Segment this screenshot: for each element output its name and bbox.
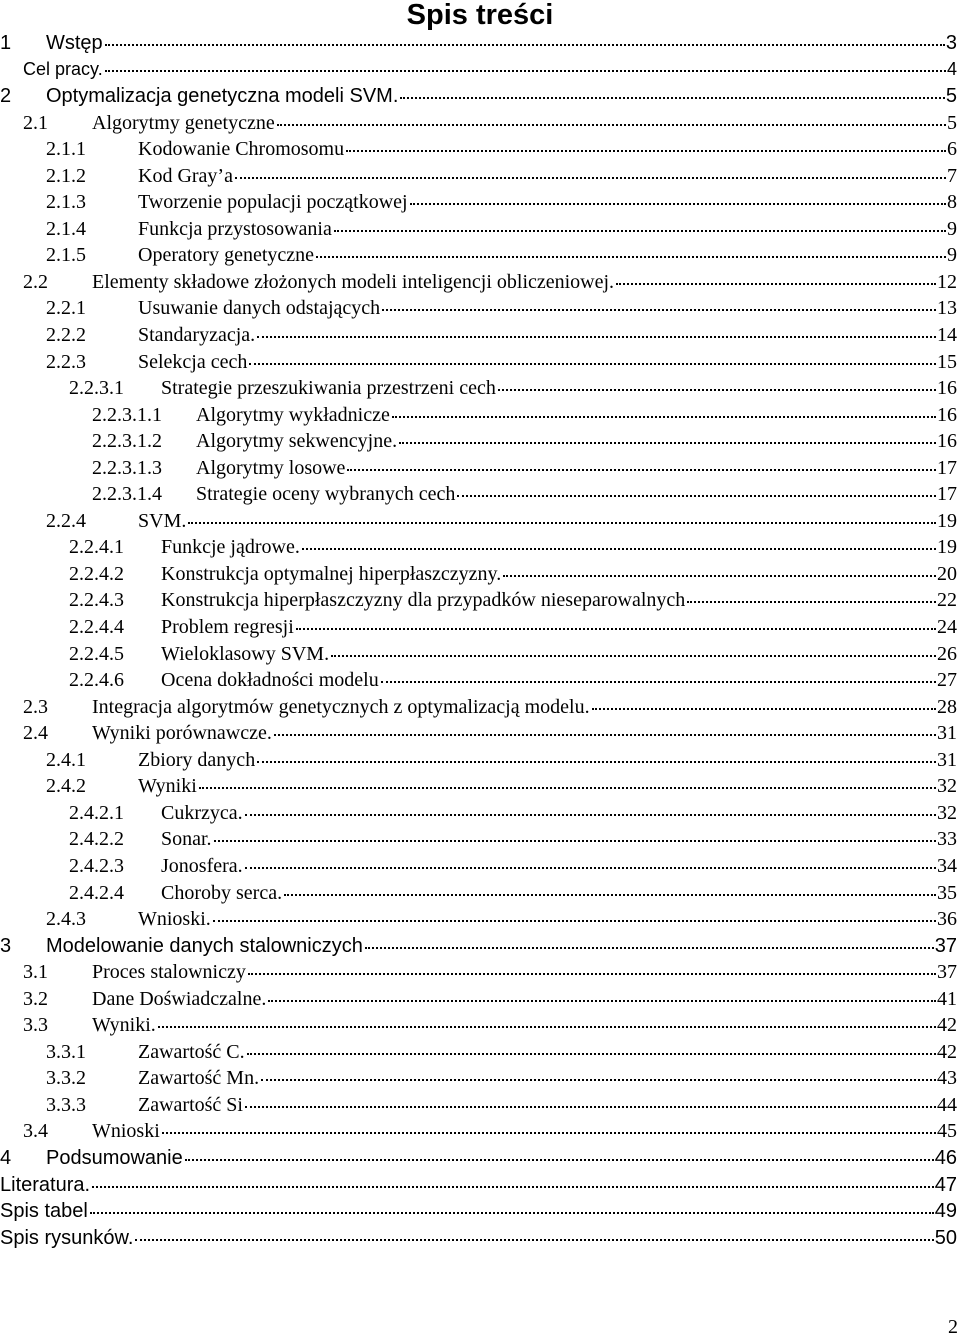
toc-entry-number: 2.2.3.1 (69, 377, 124, 400)
dot-leader (213, 920, 936, 922)
page-number: 2 (948, 1316, 958, 1338)
toc-entry[interactable] (0, 1200, 957, 1227)
dot-leader (381, 681, 936, 683)
toc-entry[interactable] (0, 1120, 957, 1147)
toc-entry-page: 26 (937, 642, 957, 665)
toc-entry-label: Zawartość Si (138, 1093, 243, 1116)
toc-entry-number: 2.4.2.2 (69, 828, 124, 851)
toc-entry-page: 17 (937, 483, 957, 506)
toc-entry-page: 22 (937, 589, 957, 612)
toc-entry-label: Wstęp (46, 32, 103, 54)
toc-entry-label: Modelowanie danych stalowniczych (46, 934, 363, 957)
toc-entry[interactable] (0, 802, 957, 829)
toc-entry[interactable] (0, 244, 957, 271)
toc-entry[interactable] (0, 1227, 957, 1254)
toc-entry-page: 16 (937, 430, 957, 453)
toc-entry-label: Usuwanie danych odstających (138, 297, 381, 320)
toc-entry-page: 31 (937, 748, 957, 771)
toc-entry-label: Spis tabel (0, 1200, 88, 1223)
dot-leader (199, 787, 936, 789)
toc-entry-number: 3.1 (23, 961, 48, 984)
toc-entry[interactable] (0, 908, 957, 935)
toc-entry[interactable] (0, 855, 957, 882)
toc-entry-label: Wnioski. (138, 908, 211, 931)
table-of-contents (0, 32, 957, 1253)
toc-entry-label: Dane Doświadczalne. (92, 987, 267, 1010)
toc-entry[interactable] (0, 351, 957, 378)
toc-entry[interactable] (0, 1041, 957, 1068)
toc-entry-page: 34 (937, 854, 957, 877)
dot-leader (92, 1186, 934, 1188)
toc-entry-label: Problem regresji (161, 616, 294, 639)
toc-entry[interactable] (0, 643, 957, 670)
toc-entry[interactable] (0, 1147, 957, 1174)
dot-leader (247, 1053, 936, 1055)
toc-entry-page: 47 (934, 1173, 957, 1196)
toc-entry[interactable] (0, 1094, 957, 1121)
dot-leader (105, 70, 946, 72)
toc-entry-label: Algorytmy genetyczne (92, 111, 275, 134)
dot-leader (135, 1239, 933, 1241)
toc-entry-label: Zawartość Mn. (138, 1067, 260, 1090)
dot-leader (245, 867, 936, 869)
toc-entry-number: 2.2.3 (46, 350, 86, 373)
toc-entry-page: 19 (937, 509, 957, 532)
toc-entry[interactable] (0, 616, 957, 643)
toc-entry-number: 3.3 (23, 1014, 48, 1037)
dot-leader (399, 442, 936, 444)
toc-entry-label: SVM. (138, 509, 187, 532)
toc-entry-label: Literatura. (0, 1173, 91, 1196)
toc-entry-page: 35 (937, 881, 957, 904)
toc-entry-number: 2.2.1 (46, 297, 86, 320)
dot-leader (365, 947, 934, 949)
toc-entry-number: 2.2.3.1.4 (92, 483, 162, 506)
toc-entry-page: 42 (937, 1040, 957, 1063)
toc-entry-page: 19 (937, 536, 957, 559)
toc-entry[interactable] (0, 828, 957, 855)
toc-entry-page: 44 (937, 1093, 957, 1116)
toc-title: Spis treści (406, 0, 554, 31)
toc-entry-label: Integracja algorytmów genetycznych z optymalizacją modelu. (92, 695, 590, 718)
dot-leader (410, 203, 946, 205)
toc-entry-number: 3.3.3 (46, 1093, 86, 1116)
dot-leader (257, 336, 936, 338)
toc-entry-label: Spis rysunków. (0, 1226, 134, 1249)
toc-entry-number: 2.2.3.1.1 (92, 403, 162, 426)
toc-entry[interactable] (0, 377, 957, 404)
toc-entry[interactable] (0, 218, 957, 245)
toc-entry-number: 2.1.1 (46, 138, 86, 161)
toc-entry-number: 2.1.2 (46, 164, 86, 187)
toc-entry-label: Strategie oceny wybranych cech (196, 483, 456, 506)
toc-entry[interactable] (0, 138, 957, 165)
toc-entry-number: 2.1.4 (46, 217, 86, 240)
toc-entry[interactable] (0, 988, 957, 1015)
toc-entry[interactable] (0, 191, 957, 218)
toc-entry-page: 46 (934, 1146, 957, 1169)
toc-entry-page: 8 (947, 191, 957, 214)
toc-entry[interactable] (0, 112, 957, 139)
toc-entry-number: 3.4 (23, 1120, 48, 1143)
toc-entry-page: 16 (937, 377, 957, 400)
toc-entry-page: 42 (937, 1014, 957, 1037)
toc-entry-page: 27 (937, 669, 957, 692)
toc-entry-label: Proces stalowniczy (92, 961, 246, 984)
dot-leader (592, 708, 936, 710)
dot-leader (245, 1106, 936, 1108)
toc-entry[interactable] (0, 297, 957, 324)
toc-entry-number: 2.4.2.3 (69, 854, 124, 877)
toc-entry-page: 4 (946, 58, 957, 79)
dot-leader (457, 495, 936, 497)
toc-entry-label: Tworzenie populacji początkowej (138, 191, 408, 214)
dot-leader (503, 575, 936, 577)
dot-leader (331, 655, 936, 657)
dot-leader (316, 256, 946, 258)
toc-entry-label: Wyniki porównawcze. (92, 722, 272, 745)
toc-entry-label: Algorytmy wykładnicze (196, 403, 390, 426)
toc-entry-number: 3.2 (23, 987, 48, 1010)
toc-entry-number: 2.3 (23, 695, 48, 718)
toc-entry-page: 37 (937, 961, 957, 984)
toc-entry-label: Cukrzyca. (161, 801, 243, 824)
dot-leader (302, 548, 936, 550)
toc-entry-number: 2.1 (23, 111, 48, 134)
toc-entry[interactable] (0, 271, 957, 298)
toc-entry-label: Choroby serca. (161, 881, 283, 904)
toc-entry-number: 2.2.4.6 (69, 669, 124, 692)
toc-entry-page: 28 (937, 695, 957, 718)
toc-entry[interactable] (0, 696, 957, 723)
toc-entry-page: 9 (947, 217, 957, 240)
toc-entry-page: 24 (937, 616, 957, 639)
toc-entry-number: 2.2.3.1.3 (92, 456, 162, 479)
dot-leader (498, 389, 936, 391)
toc-entry-label: Cel pracy. (23, 58, 103, 79)
dot-leader (400, 97, 945, 99)
toc-entry-number: 2 (0, 85, 12, 108)
toc-entry-number: 2.4.2 (46, 775, 86, 798)
toc-entry-label: Standaryzacja. (138, 324, 256, 347)
dot-leader (257, 761, 936, 763)
toc-entry[interactable] (0, 882, 957, 909)
toc-entry-page: 41 (937, 987, 957, 1010)
dot-leader (249, 363, 936, 365)
dot-leader (392, 416, 936, 418)
toc-entry-number: 2.1.5 (46, 244, 86, 267)
dot-leader (162, 1132, 936, 1134)
toc-entry[interactable] (0, 1014, 957, 1041)
toc-entry-page: 9 (947, 244, 957, 267)
toc-entry[interactable] (0, 589, 957, 616)
toc-entry-label: Wieloklasowy SVM. (161, 642, 330, 665)
toc-entry-number: 2.4 (23, 722, 48, 745)
toc-entry-label: Zawartość C. (138, 1040, 245, 1063)
toc-entry[interactable] (0, 961, 957, 988)
toc-entry-label: Konstrukcja hiperpłaszczyzny dla przypadków nieseparowalnych (161, 589, 686, 612)
dot-leader (90, 1212, 934, 1214)
toc-entry-label: Kod Gray’a (138, 164, 233, 187)
toc-entry-page: 16 (937, 403, 957, 426)
toc-entry-label: Strategie przeszukiwania przestrzeni cech (161, 377, 496, 400)
toc-entry-label: Selekcja cech (138, 350, 248, 373)
toc-entry-page: 17 (937, 456, 957, 479)
toc-entry-page: 45 (937, 1120, 957, 1143)
dot-leader (274, 734, 936, 736)
toc-entry-page: 14 (937, 324, 957, 347)
dot-leader (382, 309, 936, 311)
toc-entry-number: 2.2.4.1 (69, 536, 124, 559)
toc-entry-label: Algorytmy sekwencyjne. (196, 430, 398, 453)
toc-entry[interactable] (0, 59, 957, 86)
toc-entry-label: Algorytmy losowe (196, 456, 346, 479)
toc-entry[interactable] (0, 85, 957, 112)
toc-entry-page: 43 (937, 1067, 957, 1090)
toc-entry-label: Sonar. (161, 828, 212, 851)
toc-entry-page: 7 (947, 164, 957, 187)
dot-leader (235, 177, 946, 179)
toc-entry-page: 5 (947, 111, 957, 134)
dot-leader (214, 840, 936, 842)
dot-leader (105, 44, 945, 46)
toc-entry-label: Kodowanie Chromosomu (138, 138, 345, 161)
toc-entry[interactable] (0, 1174, 957, 1201)
toc-entry-number: 2.2.4 (46, 509, 86, 532)
toc-entry-page: 33 (937, 828, 957, 851)
toc-entry-number: 2.4.2.4 (69, 881, 124, 904)
toc-entry-page: 32 (937, 801, 957, 824)
dot-leader (296, 628, 936, 630)
toc-entry[interactable] (0, 165, 957, 192)
toc-entry-number: 2.2 (23, 270, 48, 293)
toc-entry-page: 37 (934, 934, 957, 957)
toc-entry-number: 3.3.2 (46, 1067, 86, 1090)
toc-entry-number: 2.2.4.3 (69, 589, 124, 612)
toc-entry-page: 3 (945, 32, 957, 54)
toc-entry-label: Jonosfera. (161, 854, 243, 877)
toc-entry-label: Wyniki (138, 775, 197, 798)
dot-leader (334, 230, 946, 232)
toc-entry-number: 2.2.3.1.2 (92, 430, 162, 453)
toc-entry[interactable] (0, 669, 957, 696)
toc-entry[interactable] (0, 1067, 957, 1094)
dot-leader (188, 522, 936, 524)
dot-leader (616, 283, 936, 285)
toc-entry-label: Zbiory danych (138, 748, 256, 771)
dot-leader (261, 1079, 936, 1081)
toc-entry-number: 2.2.4.4 (69, 616, 124, 639)
toc-entry[interactable] (0, 775, 957, 802)
toc-entry-page: 15 (937, 350, 957, 373)
toc-entry[interactable] (0, 404, 957, 431)
toc-entry-number: 2.2.2 (46, 324, 86, 347)
toc-entry-label: Elementy składowe złożonych modeli inteligencji obliczeniowej. (92, 270, 615, 293)
dot-leader (347, 469, 936, 471)
toc-entry[interactable] (0, 563, 957, 590)
toc-entry-label: Funkcja przystosowania (138, 217, 332, 240)
toc-entry-label: Wnioski (92, 1120, 160, 1143)
toc-entry-page: 49 (934, 1200, 957, 1223)
toc-entry-label: Optymalizacja genetyczna modeli SVM. (46, 85, 399, 108)
toc-entry-page: 6 (947, 138, 957, 161)
dot-leader (346, 150, 946, 152)
dot-leader (687, 601, 936, 603)
dot-leader (248, 973, 936, 975)
toc-entry-number: 2.4.1 (46, 748, 86, 771)
toc-entry[interactable] (0, 430, 957, 457)
toc-entry[interactable] (0, 324, 957, 351)
toc-entry-number: 2.1.3 (46, 191, 86, 214)
toc-entry-label: Ocena dokładności modelu (161, 669, 379, 692)
toc-entry-number: 4 (0, 1146, 12, 1169)
toc-entry-page: 12 (937, 270, 957, 293)
toc-entry[interactable] (0, 536, 957, 563)
dot-leader (185, 1159, 934, 1161)
toc-entry-label: Podsumowanie (46, 1146, 183, 1169)
dot-leader (277, 124, 946, 126)
toc-entry-label: Konstrukcja optymalnej hiperpłaszczyzny. (161, 562, 502, 585)
toc-entry-page: 32 (937, 775, 957, 798)
dot-leader (284, 894, 936, 896)
dot-leader (245, 814, 936, 816)
toc-entry-number: 3 (0, 934, 12, 957)
toc-entry-page: 5 (945, 85, 957, 108)
toc-entry[interactable] (0, 510, 957, 537)
toc-entry-number: 2.4.2.1 (69, 801, 124, 824)
toc-entry[interactable] (0, 483, 957, 510)
toc-entry-number: 2.2.4.5 (69, 642, 124, 665)
toc-entry-page: 36 (937, 908, 957, 931)
toc-entry[interactable] (0, 32, 957, 59)
toc-entry-page: 13 (937, 297, 957, 320)
toc-entry-page: 20 (937, 562, 957, 585)
toc-entry-number: 2.4.3 (46, 908, 86, 931)
toc-entry[interactable] (0, 457, 957, 484)
toc-entry[interactable] (0, 722, 957, 749)
toc-entry-number: 2.2.4.2 (69, 562, 124, 585)
toc-entry-number: 1 (0, 32, 12, 54)
dot-leader (158, 1026, 936, 1028)
toc-entry-label: Operatory genetyczne (138, 244, 315, 267)
toc-entry-number: 3.3.1 (46, 1040, 86, 1063)
toc-entry-label: Wyniki. (92, 1014, 156, 1037)
toc-entry-page: 31 (937, 722, 957, 745)
toc-entry-page: 50 (934, 1226, 957, 1249)
toc-entry-label: Funkcje jądrowe. (161, 536, 300, 559)
toc-entry[interactable] (0, 749, 957, 776)
toc-entry[interactable] (0, 935, 957, 962)
dot-leader (268, 1000, 936, 1002)
